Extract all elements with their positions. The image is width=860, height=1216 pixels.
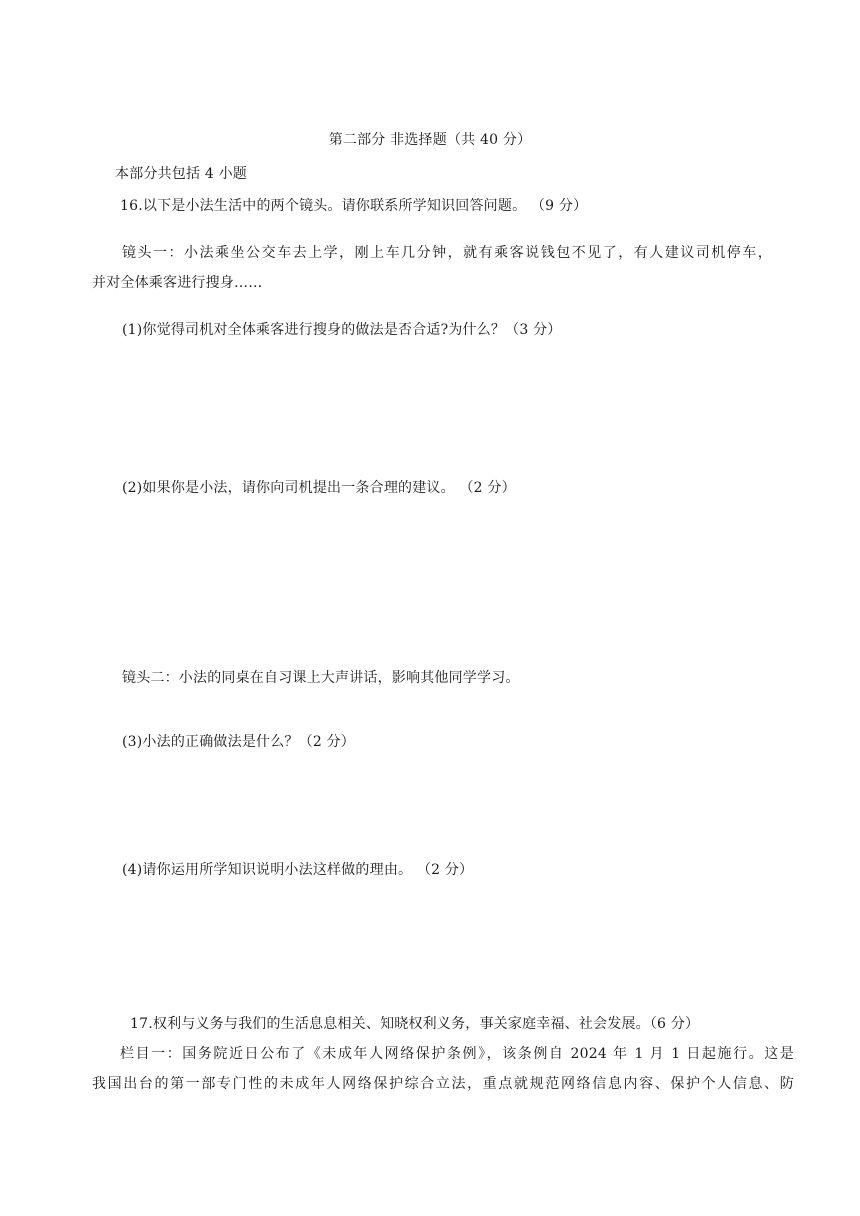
question-16-sub-1: (1)你觉得司机对全体乘客进行搜身的做法是否合适?为什么？（3 分） [122,322,562,338]
scene-2-text: 镜头二：小法的同桌在自习课上大声讲话，影响其他同学学习。 [122,670,520,686]
question-16-sub-3: (3)小法的正确做法是什么？（2 分） [122,734,355,750]
column-1-text: 栏目一：国务院近日公布了《未成年人网络保护条例》，该条例自 2024 年 1 月 1 日起施行。这是 [120,1046,794,1062]
question-17-stem: 17.权利与义务与我们的生活息息相关、知晓权利义务，事关家庭幸福、社会发展。（6 分） [130,1016,700,1032]
scene-1-text-continued: 并对全体乘客进行搜身…… [92,275,263,291]
column-1-text-continued: 我国出台的第一部专门性的未成年人网络保护综合立法，重点就规范网络信息内容、保护个人信息、防 [92,1076,794,1092]
scene-1-text: 镜头一：小法乘坐公交车去上学，刚上车几分钟，就有乘客说钱包不见了，有人建议司机停车， [122,245,772,261]
question-16-sub-2: (2)如果你是小法，请你向司机提出一条合理的建议。 （2 分） [122,480,516,496]
answer-space-2[interactable] [92,503,772,663]
section-intro: 本部分共包括 4 小题 [115,166,248,182]
answer-space-3[interactable] [92,757,772,852]
answer-space-1[interactable] [92,345,772,470]
question-16-stem: 16.以下是小法生活中的两个镜头。请你联系所学知识回答问题。 （9 分） [120,198,588,214]
section-title: 第二部分 非选择题（共 40 分） [328,132,532,148]
answer-space-4[interactable] [92,885,772,1005]
question-16-sub-4: (4)请你运用所学知识说明小法这样做的理由。 （2 分） [122,862,474,878]
